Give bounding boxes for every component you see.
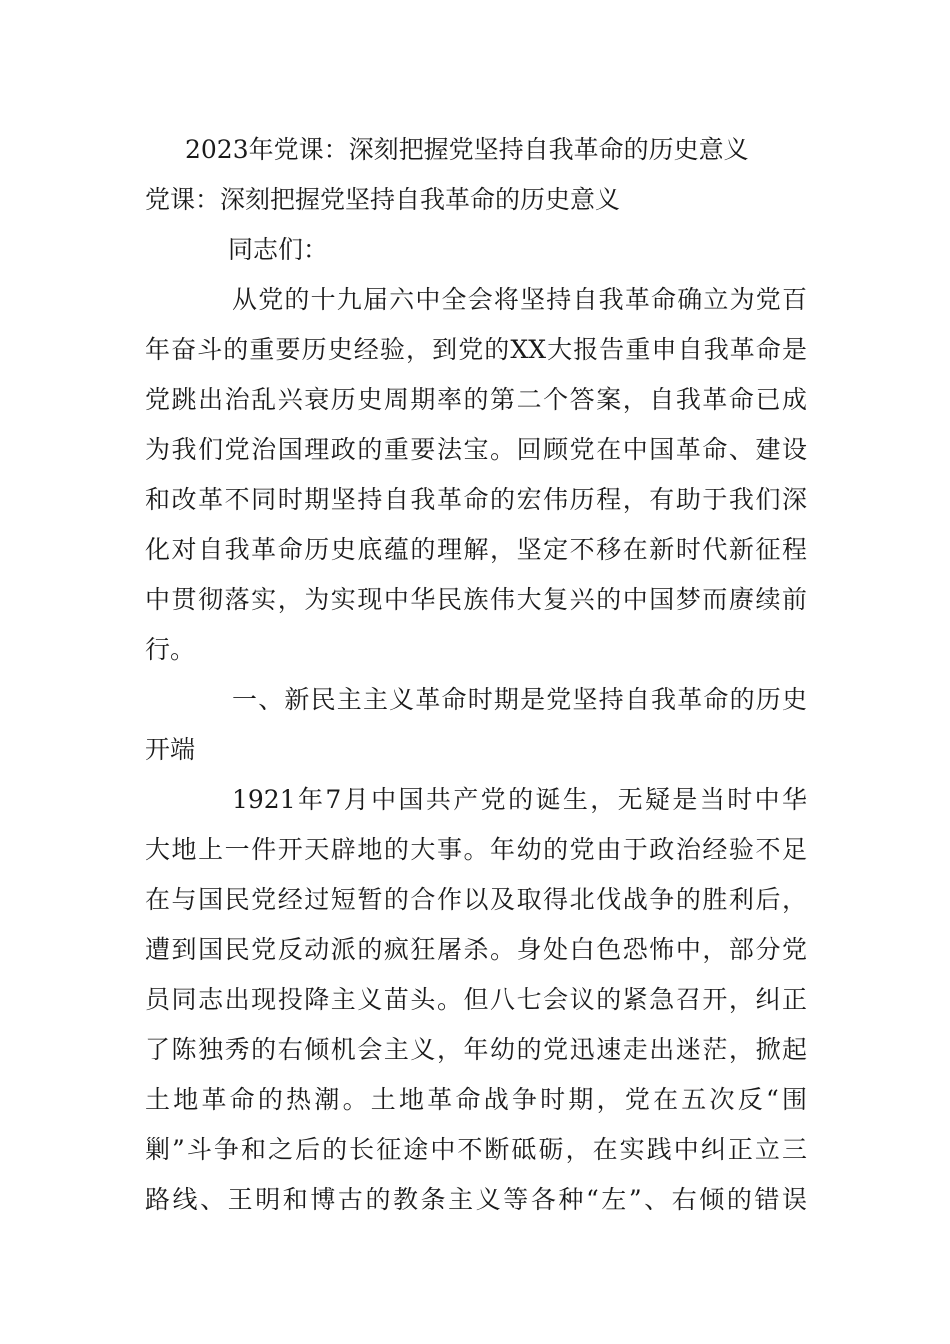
document-subtitle: 党课：深刻把握党坚持自我革命的历史意义 xyxy=(145,185,621,214)
intro-line: 中贯彻落实，为实现中华民族伟大复兴的中国梦而赓续前 xyxy=(145,585,807,614)
document-title: 2023年党课：深刻把握党坚持自我革命的历史意义 xyxy=(185,135,749,164)
intro-line: 年奋斗的重要历史经验，到党的XX大报告重申自我革命是 xyxy=(145,335,807,364)
intro-line: 行。 xyxy=(145,635,196,664)
body-line: 土地革命的热潮。土地革命战争时期，党在五次反“围 xyxy=(145,1085,807,1114)
body-line: 剿”斗争和之后的长征途中不断砥砺，在实践中纠正立三 xyxy=(145,1135,807,1164)
body-line: 遭到国民党反动派的疯狂屠杀。身处白色恐怖中，部分党 xyxy=(145,935,807,964)
body-line: 大地上一件开天辟地的大事。年幼的党由于政治经验不足 xyxy=(145,835,807,864)
salutation: 同志们： xyxy=(228,235,329,264)
intro-line: 和改革不同时期坚持自我革命的宏伟历程，有助于我们深 xyxy=(145,485,807,514)
section-heading-line: 开端 xyxy=(145,735,196,764)
body-line: 在与国民党经过短暂的合作以及取得北伐战争的胜利后， xyxy=(145,885,807,914)
intro-line: 化对自我革命历史底蕴的理解，坚定不移在新时代新征程 xyxy=(145,535,807,564)
intro-line: 从党的十九届六中全会将坚持自我革命确立为党百 xyxy=(232,285,807,314)
body-line: 了陈独秀的右倾机会主义，年幼的党迅速走出迷茫，掀起 xyxy=(145,1035,807,1064)
body-line: 1921年7月中国共产党的诞生，无疑是当时中华 xyxy=(232,785,807,814)
intro-line: 为我们党治国理政的重要法宝。回顾党在中国革命、建设 xyxy=(145,435,807,464)
body-line: 员同志出现投降主义苗头。但八七会议的紧急召开，纠正 xyxy=(145,985,807,1014)
section-heading-line: 一、新民主主义革命时期是党坚持自我革命的历史 xyxy=(232,685,807,714)
intro-line: 党跳出治乱兴衰历史周期率的第二个答案，自我革命已成 xyxy=(145,385,807,414)
body-line: 路线、王明和博古的教条主义等各种“左”、右倾的错误 xyxy=(145,1185,807,1214)
